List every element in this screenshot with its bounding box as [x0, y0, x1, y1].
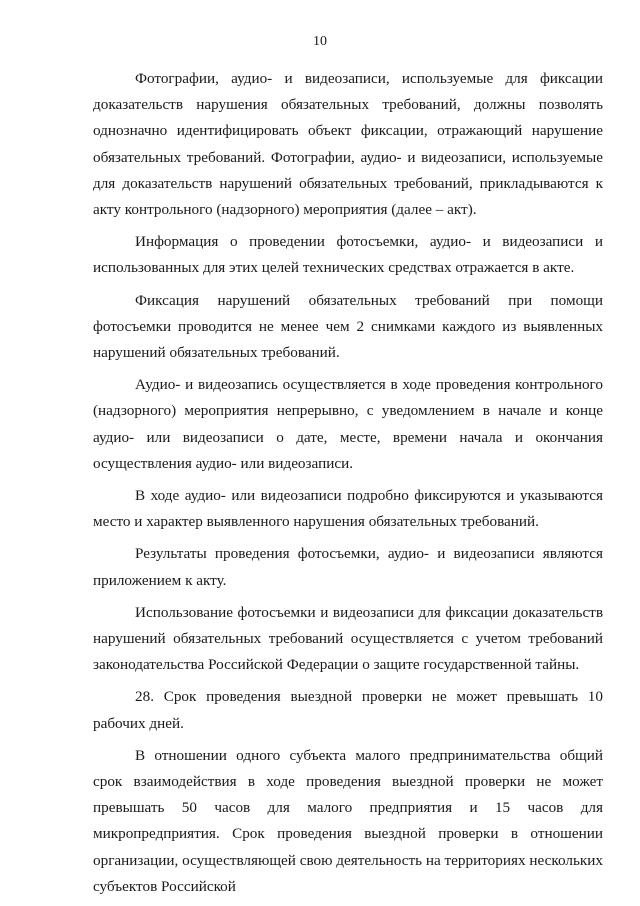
document-body	[93, 66, 603, 906]
paragraph-recording-details: В ходе аудио- или видеозаписи подробно фиксируются и указываются место и характер выявленного нарушения обязательных требований.	[93, 487, 603, 531]
paragraph-photo-audio-video-requirements: Фотографии, аудио- и видеозаписи, используемые для фиксации доказательств нарушения обязательных требований, должны позволять однозначно идентифицировать объект фиксации, отражающий нарушение обязательных требований. Фотографии, аудио- и видеозаписи, используемые для доказательств нарушений обязательных требований, прикладываются к акту контрольного (надзорного) мероприятия (далее – акт).	[93, 70, 603, 219]
paragraph-photo-fixation: Фиксация нарушений обязательных требований при помощи фотосъемки проводится не менее чем 2 снимками каждого из выявленных нарушений обязательных требований.	[93, 291, 603, 362]
page-number: 10	[313, 34, 327, 49]
paragraph-results-appendix: Результаты проведения фотосъемки, аудио- и видеозаписи являются приложением к акту.	[93, 545, 603, 589]
paragraph-inspection-term: 28. Срок проведения выездной проверки не может превышать 10 рабочих дней.	[93, 688, 603, 732]
paragraph-technical-means-info: Информация о проведении фотосъемки, аудио- и видеозаписи и использованных для этих целей технических средствах отражается в акте.	[93, 233, 603, 277]
paragraph-continuous-recording: Аудио- и видеозапись осуществляется в ходе проведения контрольного (надзорного) мероприятия непрерывно, с уведомлением в начале и конце аудио- или видеозаписи о дате, месте, времени начала и окончания осуществления аудио- или видеозаписи.	[93, 376, 603, 472]
paragraph-state-secret: Использование фотосъемки и видеозаписи для фиксации доказательств нарушений обязательных требований осуществляется с учетом требований законодательства Российской Федерации о защите государственной тайны.	[93, 603, 603, 674]
paragraph-small-business-term: В отношении одного субъекта малого предпринимательства общий срок взаимодействия в ходе проведения выездной проверки не может превышать 50 часов для малого предприятия и 15 часов для микропредприятия. Срок проведения выездной проверки в отношении организации, осуществляющей свою деятельность на территориях нескольких субъектов Российской	[93, 746, 603, 895]
